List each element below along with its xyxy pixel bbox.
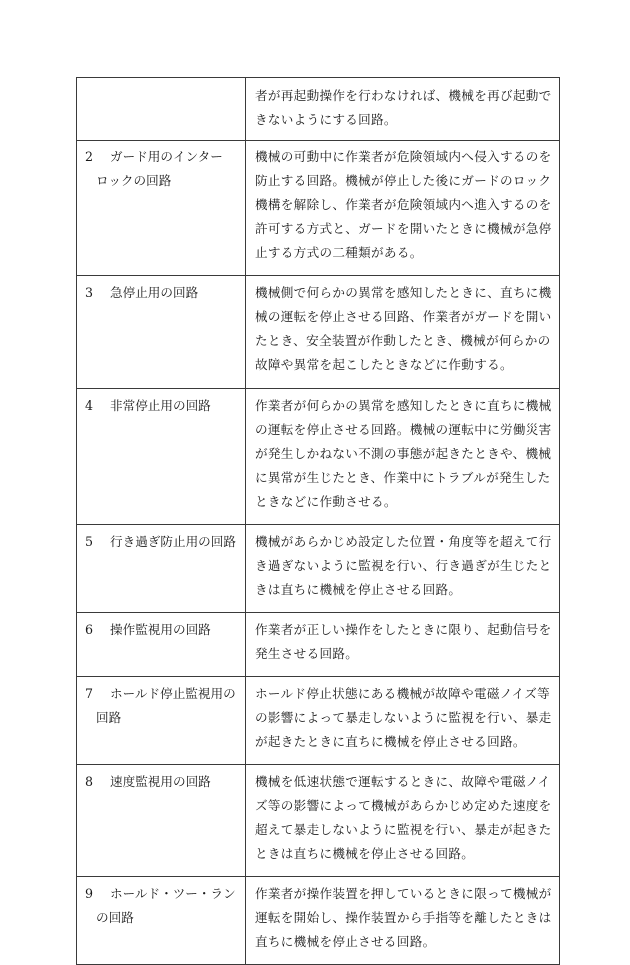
description-line: 防止する回路。機械が停止した後にガードのロック xyxy=(255,173,552,188)
circuit-name-line xyxy=(85,770,239,794)
circuit-name-cell xyxy=(77,141,246,276)
circuit-table-body xyxy=(77,78,560,965)
circuit-description xyxy=(246,78,559,140)
description-line: ときは直ちに機械を停止させる回路。 xyxy=(255,846,475,861)
description-line: 発生させる回路。 xyxy=(255,646,359,661)
table-row xyxy=(77,525,560,613)
description-line: 運転を開始し、操作装置から手指等を離したときは xyxy=(255,910,552,925)
circuit-name-text: 急停止用の回路 xyxy=(110,285,199,300)
description-line: ホールド停止状態にある機械が故障や電磁ノイズ等 xyxy=(255,686,551,701)
row-number: 5 xyxy=(85,534,94,549)
circuit-name-cell xyxy=(77,525,246,613)
circuit-name-cell xyxy=(77,276,246,389)
description-line: 者が再起動操作を行わなければ、機械を再び起動で xyxy=(255,88,552,103)
circuit-name xyxy=(77,877,245,940)
description-line: きないようにする回路。 xyxy=(255,112,397,127)
row-number: 3 xyxy=(85,285,94,300)
description-line: が起きたときに直ちに機械を停止させる回路。 xyxy=(255,734,526,749)
description-line: 機械側で何らかの異常を感知したときに、直ちに機 xyxy=(255,285,552,300)
description-line: に異常が生じたとき、作業中にトラブルが発生した xyxy=(255,470,551,485)
circuit-name-line xyxy=(85,906,239,930)
description-line: ズ等の影響によって機械があらかじめ定めた速度を xyxy=(255,798,552,813)
circuit-description xyxy=(246,389,559,524)
description-line: ときなどに作動させる。 xyxy=(255,494,397,509)
circuit-description-cell xyxy=(246,765,560,877)
circuit-description-cell xyxy=(246,525,560,613)
description-line: きは直ちに機械を停止させる回路。 xyxy=(255,582,462,597)
description-line: き過ぎないように監視を行い、行き過ぎが生じたと xyxy=(255,558,552,573)
circuit-description xyxy=(246,877,559,964)
circuit-name-text: ロックの回路 xyxy=(96,173,172,188)
description-line: たとき、安全装置が作動したとき、機械が何らかの xyxy=(255,333,551,348)
circuit-description-cell xyxy=(246,78,560,141)
circuit-name-line xyxy=(85,882,239,906)
circuit-name-text: 速度監視用の回路 xyxy=(110,774,211,789)
circuit-name-line xyxy=(85,394,239,418)
circuit-description xyxy=(246,525,559,612)
circuit-name-text: 回路 xyxy=(96,710,122,725)
table-row xyxy=(77,276,560,389)
circuit-name-line xyxy=(85,706,239,730)
circuit-description-cell xyxy=(246,389,560,525)
description-line: 機構を解除し、作業者が危険領域内へ進入するのを xyxy=(255,197,552,212)
circuit-name xyxy=(77,525,245,564)
description-line: の運転を停止させる回路。機械の運転中に労働災害 xyxy=(255,422,552,437)
circuit-name xyxy=(77,276,245,316)
description-line: 作業者が何らかの異常を感知したときに直ちに機械 xyxy=(255,398,552,413)
description-line: の影響によって暴走しないように監視を行い、暴走 xyxy=(255,710,552,725)
circuit-description xyxy=(246,765,559,876)
circuit-name-text: ガード用のインター xyxy=(110,149,223,164)
circuit-name-cell xyxy=(77,613,246,677)
circuit-description-cell xyxy=(246,877,560,965)
circuit-name xyxy=(77,389,245,428)
circuit-description xyxy=(246,141,559,275)
table-row xyxy=(77,389,560,525)
description-line: が発生しかねない不測の事態が起きたときや、機械 xyxy=(255,446,552,461)
description-line: 超えて暴走しないように監視を行い、暴走が起きた xyxy=(255,822,552,837)
description-line: 故障や異常を起こしたときなどに作動する。 xyxy=(255,357,513,372)
row-number: 9 xyxy=(85,886,94,901)
circuit-name-text: ホールド停止監視用の xyxy=(110,686,236,701)
circuit-description-cell xyxy=(246,613,560,677)
circuit-name-line xyxy=(85,84,239,108)
description-line: 械の運転を停止させる回路、作業者がガードを開い xyxy=(255,309,552,324)
circuit-name-text: ホールド・ツー・ラン xyxy=(110,886,236,901)
circuit-name-line xyxy=(85,281,239,305)
description-line: 作業者が正しい操作をしたときに限り、起動信号を xyxy=(255,622,552,637)
circuit-description xyxy=(246,613,559,676)
row-number: 4 xyxy=(85,398,94,413)
circuit-name-text: 非常停止用の回路 xyxy=(110,398,211,413)
table-row xyxy=(77,677,560,765)
circuit-description xyxy=(246,276,559,388)
circuit-description-cell xyxy=(246,141,560,276)
circuit-table xyxy=(76,77,560,965)
circuit-name-cell xyxy=(77,677,246,765)
circuit-description-cell xyxy=(246,276,560,389)
circuit-name xyxy=(77,141,245,203)
circuit-name-cell xyxy=(77,78,246,141)
description-line: 作業者が操作装置を押しているときに限って機械が xyxy=(255,886,552,901)
description-line: 機械を低速状態で運転するときに、故障や電磁ノイ xyxy=(255,774,551,789)
circuit-name-text: 操作監視用の回路 xyxy=(110,622,211,637)
description-line: 直ちに機械を停止させる回路。 xyxy=(255,934,436,949)
table-row xyxy=(77,78,560,141)
table-row xyxy=(77,765,560,877)
circuit-name xyxy=(77,765,245,804)
circuit-name-cell xyxy=(77,389,246,525)
description-line: 許可する方式と、ガードを開いたときに機械が急停 xyxy=(255,221,552,236)
row-number: 2 xyxy=(85,149,94,164)
description-line: 機械の可動中に作業者が危険領域内へ侵入するのを xyxy=(255,149,552,164)
table-row xyxy=(77,141,560,276)
circuit-name-line xyxy=(85,145,239,169)
circuit-name-line xyxy=(85,682,239,706)
circuit-name-cell xyxy=(77,877,246,965)
circuit-name-text: の回路 xyxy=(96,910,134,925)
circuit-name-cell xyxy=(77,765,246,877)
circuit-description xyxy=(246,677,559,764)
circuit-name xyxy=(77,613,245,652)
circuit-name xyxy=(77,78,245,116)
row-number: 6 xyxy=(85,622,94,637)
circuit-name-line xyxy=(85,618,239,642)
table-row xyxy=(77,877,560,965)
row-number: 7 xyxy=(85,686,94,701)
circuit-name-line xyxy=(85,169,239,193)
description-line: 機械があらかじめ設定した位置・角度等を超えて行 xyxy=(255,534,552,549)
circuit-name-line xyxy=(85,530,239,554)
circuit-name xyxy=(77,677,245,740)
description-line: 止する方式の二種類がある。 xyxy=(255,245,423,260)
circuit-name-text: 行き過ぎ防止用の回路 xyxy=(110,534,236,549)
row-number: 8 xyxy=(85,774,94,789)
table-row xyxy=(77,613,560,677)
circuit-description-cell xyxy=(246,677,560,765)
